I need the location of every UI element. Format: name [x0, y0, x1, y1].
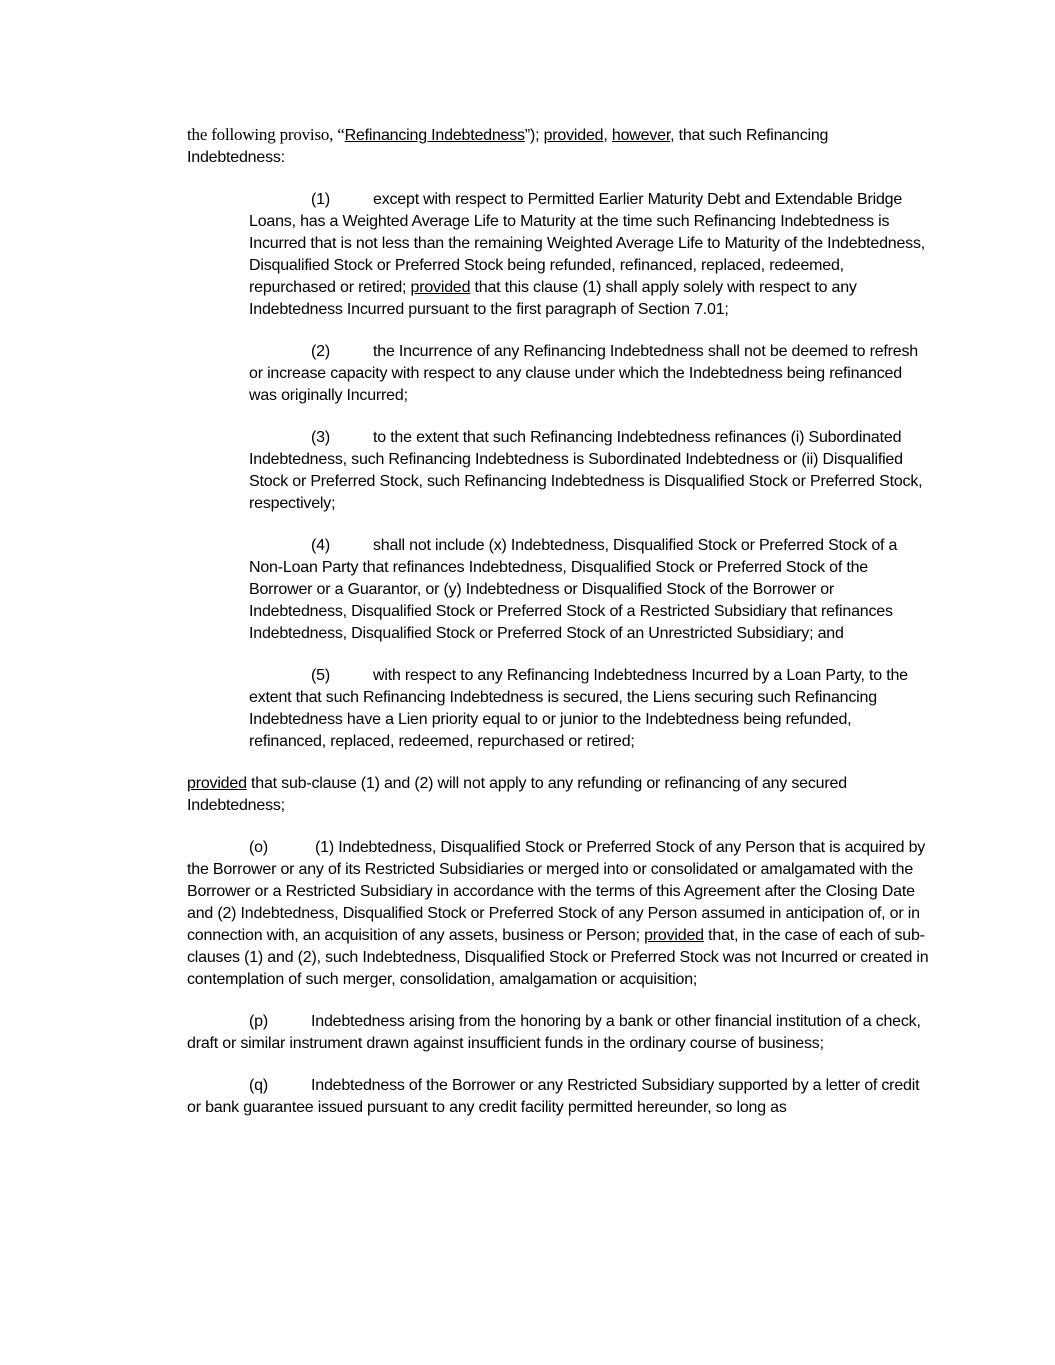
provided-term: provided [187, 775, 247, 792]
intro-lead: the following proviso, “ [187, 125, 345, 144]
subclause-1: (1) except with respect to Permitted Earlier Maturity Debt and Extendable Bridge Loans, has a Weighted Average Life to Maturity at the time such Refinancing Indebtedness is Incurred that is not less than the remaining Weighted Average Life to Maturity of the Indebtedness, Disqualified Stock or Preferred Stock being refunded, refinanced, replaced, redeemed, repurchased or retired; provided that this clause (1) shall apply solely with respect to any Indebtedness Incurred pursuant to the first paragraph of Section 7.01; [249, 191, 926, 318]
subclause-label: (4) [311, 537, 330, 554]
provided-term: provided [410, 279, 471, 296]
however-term: however [611, 127, 671, 144]
intro-paragraph: the following proviso, “Refinancing Indebtedness”); provided, however, that such Refinancing Indebtedness: [187, 125, 829, 166]
subclause-2: (2) the Incurrence of any Refinancing Indebtedness shall not be deemed to refresh or increase capacity with respect to any clause under which the Indebtedness being refinanced was originally Incurred; [249, 343, 918, 404]
subclause-label: (1) [311, 191, 330, 208]
provided-term: provided [644, 927, 704, 944]
item-label: (o) [249, 839, 268, 856]
item-p: (p) Indebtedness arising from the honoring by a bank or other financial institution of a check, draft or similar instrument drawn against insufficient funds in the ordinary course of business; [187, 1013, 921, 1052]
defined-term-refinancing-indebtedness: Refinancing Indebtedness [344, 127, 525, 144]
item-label: (p) [249, 1013, 268, 1030]
provided-term: provided [543, 127, 604, 144]
subclause-label: (5) [311, 667, 330, 684]
subclause-5: (5) with respect to any Refinancing Indebtedness Incurred by a Loan Party, to the extent that such Refinancing Indebtedness is secured, the Liens securing such Refinancing Indebtedness have a Lien priority equal to or junior to the Indebtedness being refunded, refinanced, replaced, redeemed, repurchased or retired; [249, 667, 908, 750]
document-body [187, 124, 929, 1139]
item-q: (q) Indebtedness of the Borrower or any Restricted Subsidiary supported by a letter of credit or bank guarantee issued pursuant to any credit facility permitted hereunder, so long as [187, 1077, 920, 1116]
closing-proviso: provided that sub-clause (1) and (2) will not apply to any refunding or refinancing of any secured Indebtedness; [187, 775, 847, 814]
item-label: (q) [249, 1077, 268, 1094]
item-o: (o) (1) Indebtedness, Disqualified Stock or Preferred Stock of any Person that is acquired by the Borrower or any of its Restricted Subsidiaries or merged into or consolidated or amalgamated with the Borrower or a Restricted Subsidiary in accordance with the terms of this Agreement after the Closing Date and (2) Indebtedness, Disqualified Stock or Preferred Stock of any Person assumed in anticipation of, or in connection with, an acquisition of any assets, business or Person; provided that, in the case of each of sub-clauses (1) and (2), such Indebtedness, Disqualified Stock or Preferred Stock was not Incurred or created in contemplation of such merger, consolidation, amalgamation or acquisition; [187, 839, 929, 988]
subclause-label: (3) [311, 429, 330, 446]
subclause-3: (3) to the extent that such Refinancing Indebtedness refinances (i) Subordinated Indebtedness, such Refinancing Indebtedness is Subordinated Indebtedness or (ii) Disqualified Stock or Preferred Stock, such Refinancing Indebtedness is Disqualified Stock or Preferred Stock, respectively; [249, 429, 923, 512]
subclause-label: (2) [311, 343, 330, 360]
subclause-4: (4) shall not include (x) Indebtedness, Disqualified Stock or Preferred Stock of a Non-Loan Party that refinances Indebtedness, Disqualified Stock or Preferred Stock of the Borrower or a Guarantor, or (y) Indebtedness or Disqualified Stock of the Borrower or Indebtedness, Disqualified Stock or Preferred Stock of a Restricted Subsidiary that refinances Indebtedness, Disqualified Stock or Preferred Stock of an Unrestricted Subsidiary; and [249, 537, 898, 642]
